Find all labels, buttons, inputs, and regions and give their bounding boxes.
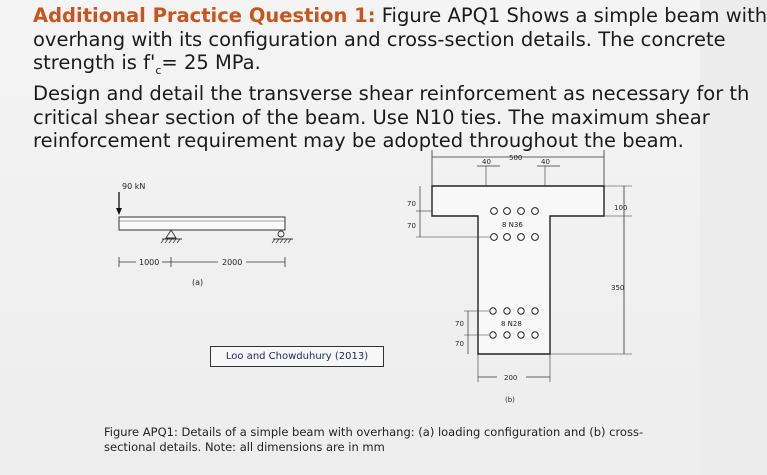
dim-total-depth: 350 — [611, 284, 625, 292]
question-strength-suffix: = 25 MPa. — [161, 51, 261, 74]
dim-flange-width: 500 — [509, 154, 523, 162]
dim-bottom-offset-1: 70 — [455, 320, 464, 328]
question-strength-subscript: c — [155, 63, 162, 77]
dim-web-width: 200 — [504, 374, 518, 382]
question-heading: Additional Practice Question 1: — [33, 4, 376, 27]
figure-b-label: (b) — [505, 396, 515, 404]
dim-main-span: 2000 — [222, 258, 243, 267]
load-label: 90 kN — [122, 182, 146, 191]
question-line-6: reinforcement requirement may be adopted throughout the beam. — [33, 129, 684, 153]
dim-cover-right: 40 — [541, 158, 550, 166]
figure-a-label: (a) — [192, 278, 204, 287]
figure-caption — [104, 425, 674, 455]
question-line-5: critical shear section of the beam. Use N10 ties. The maximum shear — [33, 105, 710, 129]
dim-top-offset-1: 70 — [407, 200, 416, 208]
dim-bottom-offset-2: 70 — [455, 340, 464, 348]
loading-diagram — [116, 182, 293, 287]
top-bars-label: 8 N36 — [502, 221, 523, 229]
beam-elevation — [119, 217, 285, 230]
cross-section — [407, 150, 632, 404]
question-line-1-rest: Figure APQ1 Shows a simple beam with — [375, 4, 767, 27]
question-line-2: overhang with its configuration and cross-section details. The concrete — [33, 27, 726, 51]
question-line-4: Design and detail the transverse shear reinforcement as necessary for th — [33, 82, 750, 106]
load-arrow-head — [116, 208, 122, 215]
dim-top-offset-2: 70 — [407, 222, 416, 230]
pin-support — [161, 230, 182, 243]
source-credit: Loo and Chowduhury (2013) — [210, 346, 384, 367]
dim-flange-depth: 100 — [614, 204, 628, 212]
question-strength-prefix: strength is f' — [33, 51, 156, 74]
dim-overhang: 1000 — [139, 258, 160, 267]
dim-cover-left: 40 — [482, 158, 491, 166]
bottom-bars-label: 8 N28 — [501, 320, 522, 328]
caption-line-1: Figure APQ1: Details of a simple beam with overhang: (a) loading configuration and (b) cross- — [104, 425, 644, 439]
roller-support — [272, 231, 293, 243]
caption-line-2: sectional details. Note: all dimensions are in mm — [104, 440, 385, 454]
